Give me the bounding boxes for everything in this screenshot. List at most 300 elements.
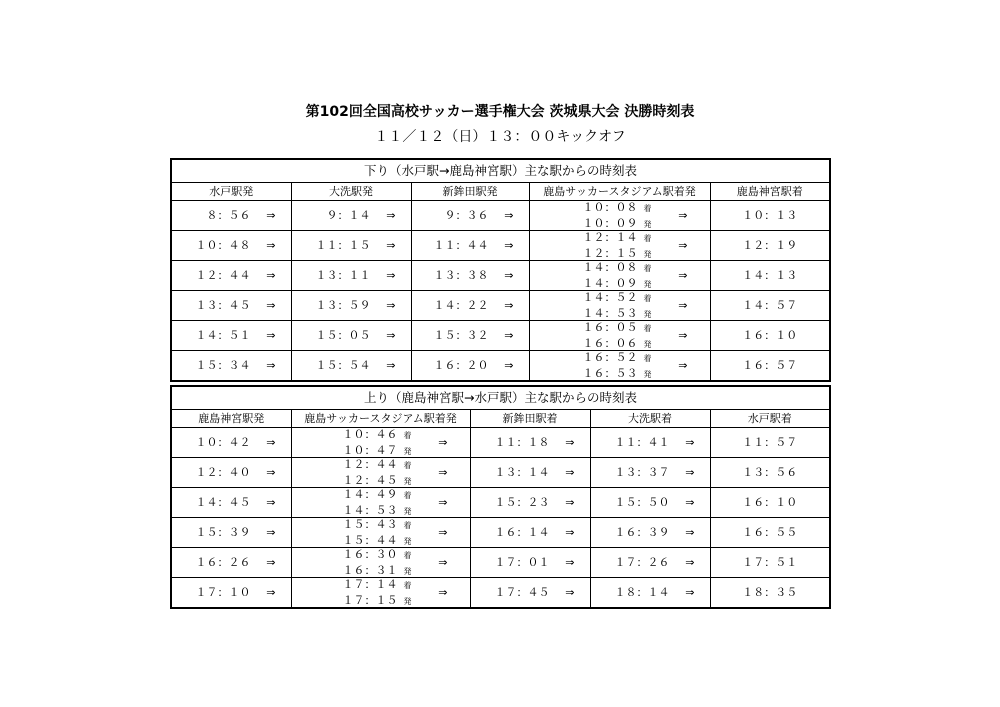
arrow-icon: ⇒: [504, 238, 514, 252]
time-cell: [171, 231, 291, 261]
arrow-icon: ⇒: [504, 208, 514, 222]
column-header: 鹿島神宮駅発: [171, 410, 291, 428]
depart-mark: 発: [643, 249, 652, 259]
depart-mark: 発: [403, 596, 412, 606]
time-value: １３：１１: [315, 268, 371, 282]
cell-content: [471, 488, 590, 517]
cell-content: [711, 518, 830, 547]
cell-content: [471, 518, 590, 547]
table-row: [171, 488, 830, 518]
depart-mark: 発: [403, 446, 412, 456]
depart-mark: 発: [643, 219, 652, 229]
cell-content: [172, 428, 291, 457]
time-value: １６：３９: [614, 525, 670, 539]
column-header: 鹿島神宮駅着: [710, 183, 830, 201]
down-timetable: [170, 158, 831, 382]
time-cell: [710, 201, 830, 231]
table-row: [171, 291, 830, 321]
cell-content: [172, 291, 291, 320]
stadium-time-cell: [529, 231, 710, 261]
depart-mark: 発: [403, 566, 412, 576]
time-cell: [710, 548, 830, 578]
arrive-mark: 着: [643, 354, 652, 363]
cell-content: [711, 201, 830, 230]
arrive-mark: 着: [403, 431, 412, 440]
cell-content: [530, 201, 710, 230]
stadium-time-cell: [291, 458, 470, 488]
time-cell: [171, 351, 291, 382]
table-row: [171, 518, 830, 548]
arrow-icon: ⇒: [685, 555, 695, 569]
time-value: ９：１４: [326, 208, 371, 222]
time-value: １７：１０: [195, 585, 251, 599]
time-cell: [411, 201, 529, 231]
depart-line: [343, 444, 412, 460]
arrive-time: １６：０５: [582, 321, 638, 334]
time-value: １６：２０: [433, 358, 489, 372]
column-header: 大洗駅発: [291, 183, 411, 201]
time-cell: [590, 518, 710, 548]
time-cell: [470, 548, 590, 578]
cell-content: [412, 351, 529, 380]
arrive-line: [343, 428, 412, 444]
cell-content: [530, 351, 710, 380]
table-row: [171, 548, 830, 578]
depart-time: １６：５３: [582, 366, 638, 380]
arrow-icon: ⇒: [386, 268, 396, 282]
depart-mark: 発: [403, 506, 412, 516]
arrive-depart-times: [583, 291, 652, 322]
arrow-icon: ⇒: [565, 525, 575, 539]
cell-content: [292, 488, 470, 517]
time-value: １１：４４: [433, 238, 489, 252]
cell-content: [172, 321, 291, 350]
time-value: １４：５７: [742, 298, 798, 312]
table-row: [171, 578, 830, 609]
time-value: １６：１０: [742, 328, 798, 342]
arrow-icon: ⇒: [386, 208, 396, 222]
time-cell: [171, 321, 291, 351]
time-cell: [590, 578, 710, 609]
cell-content: [471, 548, 590, 577]
stadium-time-cell: [291, 548, 470, 578]
time-value: １７：５１: [742, 555, 798, 569]
arrive-time: １０：０８: [582, 201, 638, 214]
time-cell: [710, 488, 830, 518]
depart-line: [343, 564, 412, 580]
cell-content: [711, 578, 830, 607]
arrive-time: １５：４３: [342, 518, 398, 531]
table-row: [171, 428, 830, 458]
time-cell: [291, 351, 411, 382]
time-cell: [710, 351, 830, 382]
column-header: 新鉾田駅着: [470, 410, 590, 428]
column-header: 鹿島サッカースタジアム駅着発: [291, 410, 470, 428]
arrive-mark: 着: [643, 324, 652, 333]
time-value: １６：２６: [195, 555, 251, 569]
time-value: １５：３９: [195, 525, 251, 539]
time-cell: [470, 428, 590, 458]
arrow-icon: ⇒: [504, 268, 514, 282]
time-value: １５：３４: [195, 358, 251, 372]
time-value: １５：３２: [433, 328, 489, 342]
arrow-icon: ⇒: [678, 268, 688, 282]
cell-content: [292, 261, 411, 290]
time-cell: [411, 351, 529, 382]
depart-time: １６：０６: [582, 336, 638, 350]
arrive-time: １４：０８: [582, 261, 638, 274]
cell-content: [172, 458, 291, 487]
depart-line: [583, 337, 652, 353]
arrive-depart-times: [343, 548, 412, 579]
arrive-depart-times: [583, 261, 652, 292]
down-timetable-heading: 下り（水戸駅→鹿島神宮駅）主な駅からの時刻表: [171, 159, 830, 183]
arrow-icon: ⇒: [565, 585, 575, 599]
cell-content: [412, 231, 529, 260]
time-cell: [291, 201, 411, 231]
depart-line: [583, 217, 652, 233]
stadium-time-cell: [291, 518, 470, 548]
arrive-time: １７：１４: [342, 578, 398, 591]
arrive-time: １０：４６: [342, 428, 398, 441]
cell-content: [292, 428, 470, 457]
arrive-line: [343, 548, 412, 564]
cell-content: [172, 518, 291, 547]
cell-content: [172, 548, 291, 577]
time-value: １３：１４: [494, 465, 550, 479]
cell-content: [292, 351, 411, 380]
arrow-icon: ⇒: [678, 208, 688, 222]
time-cell: [171, 458, 291, 488]
cell-content: [711, 291, 830, 320]
cell-content: [292, 458, 470, 487]
arrow-icon: ⇒: [438, 435, 448, 449]
time-value: １３：５９: [315, 298, 371, 312]
depart-time: １６：３１: [342, 563, 398, 577]
time-value: １７：２６: [614, 555, 670, 569]
arrow-icon: ⇒: [386, 358, 396, 372]
time-cell: [710, 578, 830, 609]
arrive-depart-times: [343, 488, 412, 519]
arrow-icon: ⇒: [266, 208, 276, 222]
arrive-depart-times: [583, 351, 652, 382]
arrive-time: １２：４４: [342, 458, 398, 471]
cell-content: [172, 578, 291, 607]
time-value: １６：５７: [742, 358, 798, 372]
cell-content: [292, 321, 411, 350]
time-value: １７：０１: [494, 555, 550, 569]
time-value: １４：１３: [742, 268, 798, 282]
time-cell: [590, 488, 710, 518]
time-value: １１：１８: [494, 435, 550, 449]
arrive-time: １６：３０: [342, 548, 398, 561]
arrive-mark: 着: [403, 461, 412, 470]
depart-line: [583, 307, 652, 323]
cell-content: [292, 201, 411, 230]
kickoff-subtitle: １１／１２（日）１３：００キックオフ: [374, 129, 626, 145]
time-cell: [411, 261, 529, 291]
down-timetable-body: [171, 201, 830, 382]
arrow-icon: ⇒: [266, 495, 276, 509]
time-value: １３：３７: [614, 465, 670, 479]
down-column-header-row: [171, 183, 830, 201]
arrow-icon: ⇒: [266, 358, 276, 372]
time-cell: [171, 518, 291, 548]
arrive-line: [343, 458, 412, 474]
cell-content: [591, 518, 710, 547]
depart-line: [583, 277, 652, 293]
arrive-depart-times: [343, 518, 412, 549]
time-cell: [710, 518, 830, 548]
cell-content: [591, 578, 710, 607]
time-cell: [411, 291, 529, 321]
arrow-icon: ⇒: [504, 328, 514, 342]
depart-mark: 発: [643, 279, 652, 289]
arrow-icon: ⇒: [565, 495, 575, 509]
arrow-icon: ⇒: [565, 465, 575, 479]
arrive-line: [343, 488, 412, 504]
arrive-line: [583, 291, 652, 307]
time-cell: [171, 261, 291, 291]
depart-mark: 発: [643, 369, 652, 379]
arrive-line: [583, 321, 652, 337]
table-row: [171, 201, 830, 231]
time-cell: [710, 261, 830, 291]
column-header: 新鉾田駅発: [411, 183, 529, 201]
depart-mark: 発: [643, 309, 652, 319]
arrow-icon: ⇒: [266, 238, 276, 252]
arrive-line: [583, 231, 652, 247]
time-value: １１：１５: [315, 238, 371, 252]
time-cell: [590, 458, 710, 488]
arrow-icon: ⇒: [386, 328, 396, 342]
time-value: １２：１９: [742, 238, 798, 252]
time-cell: [470, 458, 590, 488]
time-cell: [411, 321, 529, 351]
arrive-depart-times: [343, 458, 412, 489]
time-value: １５：５０: [614, 495, 670, 509]
column-header: 水戸駅着: [710, 410, 830, 428]
time-value: １５：５４: [315, 358, 371, 372]
arrow-icon: ⇒: [266, 585, 276, 599]
time-cell: [171, 578, 291, 609]
arrow-icon: ⇒: [678, 358, 688, 372]
cell-content: [292, 518, 470, 547]
cell-content: [172, 261, 291, 290]
cell-content: [292, 291, 411, 320]
time-cell: [710, 458, 830, 488]
depart-time: １２：４５: [342, 473, 398, 487]
depart-mark: 発: [643, 339, 652, 349]
arrow-icon: ⇒: [266, 525, 276, 539]
time-cell: [291, 231, 411, 261]
arrive-mark: 着: [403, 581, 412, 590]
time-value: １１：４１: [614, 435, 670, 449]
time-value: １５：２３: [494, 495, 550, 509]
time-value: ９：３６: [444, 208, 489, 222]
time-value: １８：３５: [742, 585, 798, 599]
arrive-mark: 着: [403, 551, 412, 560]
cell-content: [172, 231, 291, 260]
arrow-icon: ⇒: [266, 555, 276, 569]
cell-content: [412, 201, 529, 230]
arrow-icon: ⇒: [266, 328, 276, 342]
time-value: １４：４５: [195, 495, 251, 509]
time-cell: [291, 261, 411, 291]
cell-content: [591, 428, 710, 457]
up-column-header-row: [171, 410, 830, 428]
time-value: ８：５６: [206, 208, 251, 222]
time-value: １３：５６: [742, 465, 798, 479]
time-value: １４：２２: [433, 298, 489, 312]
cell-content: [711, 321, 830, 350]
arrive-time: １６：５２: [582, 351, 638, 364]
cell-content: [172, 351, 291, 380]
time-cell: [470, 578, 590, 609]
time-value: １０：４８: [195, 238, 251, 252]
arrow-icon: ⇒: [386, 238, 396, 252]
arrive-depart-times: [583, 321, 652, 352]
cell-content: [471, 458, 590, 487]
time-cell: [171, 488, 291, 518]
table-row: [171, 458, 830, 488]
time-cell: [171, 548, 291, 578]
arrive-depart-times: [343, 578, 412, 609]
depart-line: [343, 534, 412, 550]
time-cell: [171, 201, 291, 231]
arrive-mark: 着: [403, 491, 412, 500]
depart-mark: 発: [403, 536, 412, 546]
stadium-time-cell: [529, 351, 710, 382]
down-heading-row: [171, 159, 830, 183]
time-value: １１：５７: [742, 435, 798, 449]
cell-content: [292, 548, 470, 577]
time-cell: [470, 518, 590, 548]
up-timetable: [170, 385, 831, 609]
cell-content: [412, 321, 529, 350]
arrive-line: [343, 518, 412, 534]
cell-content: [471, 428, 590, 457]
cell-content: [530, 231, 710, 260]
arrive-depart-times: [343, 428, 412, 459]
arrow-icon: ⇒: [438, 465, 448, 479]
depart-time: １４：５３: [582, 306, 638, 320]
cell-content: [711, 548, 830, 577]
arrow-icon: ⇒: [565, 555, 575, 569]
arrow-icon: ⇒: [565, 435, 575, 449]
cell-content: [530, 291, 710, 320]
depart-line: [583, 367, 652, 383]
arrive-depart-times: [583, 231, 652, 262]
arrow-icon: ⇒: [386, 298, 396, 312]
arrow-icon: ⇒: [678, 298, 688, 312]
depart-line: [343, 504, 412, 520]
time-value: １６：５５: [742, 525, 798, 539]
time-cell: [291, 291, 411, 321]
time-value: １８：１４: [614, 585, 670, 599]
arrow-icon: ⇒: [438, 585, 448, 599]
cell-content: [711, 351, 830, 380]
stadium-time-cell: [529, 321, 710, 351]
time-value: １２：４０: [195, 465, 251, 479]
cell-content: [471, 578, 590, 607]
arrow-icon: ⇒: [504, 358, 514, 372]
arrow-icon: ⇒: [266, 465, 276, 479]
arrive-mark: 着: [643, 264, 652, 273]
page-title: 第102回全国高校サッカー選手権大会 茨城県大会 決勝時刻表: [305, 104, 695, 120]
time-value: １０：４２: [195, 435, 251, 449]
arrive-time: １４：４９: [342, 488, 398, 501]
stadium-time-cell: [529, 201, 710, 231]
depart-time: １０：０９: [582, 216, 638, 230]
arrive-depart-times: [583, 201, 652, 232]
cell-content: [711, 261, 830, 290]
depart-time: １２：１５: [582, 246, 638, 260]
cell-content: [292, 578, 470, 607]
cell-content: [711, 231, 830, 260]
time-cell: [710, 291, 830, 321]
depart-time: １０：４７: [342, 443, 398, 457]
time-value: １２：４４: [195, 268, 251, 282]
stadium-time-cell: [529, 261, 710, 291]
time-value: １６：１４: [494, 525, 550, 539]
arrow-icon: ⇒: [685, 525, 695, 539]
stadium-time-cell: [291, 428, 470, 458]
depart-mark: 発: [403, 476, 412, 486]
arrive-time: １４：５２: [582, 291, 638, 304]
stadium-time-cell: [291, 578, 470, 609]
column-header: 大洗駅着: [590, 410, 710, 428]
table-row: [171, 231, 830, 261]
arrive-line: [583, 261, 652, 277]
arrive-mark: 着: [403, 521, 412, 530]
time-cell: [171, 291, 291, 321]
column-header: 鹿島サッカースタジアム駅着発: [529, 183, 710, 201]
table-row: [171, 261, 830, 291]
arrow-icon: ⇒: [678, 238, 688, 252]
depart-time: １４：５３: [342, 503, 398, 517]
arrive-mark: 着: [643, 294, 652, 303]
time-cell: [291, 321, 411, 351]
depart-line: [343, 594, 412, 610]
time-value: １７：４５: [494, 585, 550, 599]
cell-content: [292, 231, 411, 260]
cell-content: [711, 488, 830, 517]
arrow-icon: ⇒: [438, 525, 448, 539]
depart-time: １４：０９: [582, 276, 638, 290]
arrow-icon: ⇒: [266, 435, 276, 449]
arrive-time: １２：１４: [582, 231, 638, 244]
cell-content: [591, 458, 710, 487]
arrow-icon: ⇒: [266, 268, 276, 282]
cell-content: [530, 261, 710, 290]
arrow-icon: ⇒: [685, 585, 695, 599]
time-cell: [171, 428, 291, 458]
cell-content: [412, 261, 529, 290]
time-value: １５：０５: [315, 328, 371, 342]
arrow-icon: ⇒: [685, 495, 695, 509]
arrow-icon: ⇒: [685, 465, 695, 479]
stadium-time-cell: [529, 291, 710, 321]
time-cell: [590, 428, 710, 458]
arrive-mark: 着: [643, 234, 652, 243]
time-value: １３：３８: [433, 268, 489, 282]
depart-time: １５：４４: [342, 533, 398, 547]
arrive-line: [583, 351, 652, 367]
column-header: 水戸駅発: [171, 183, 291, 201]
cell-content: [591, 548, 710, 577]
table-row: [171, 351, 830, 382]
